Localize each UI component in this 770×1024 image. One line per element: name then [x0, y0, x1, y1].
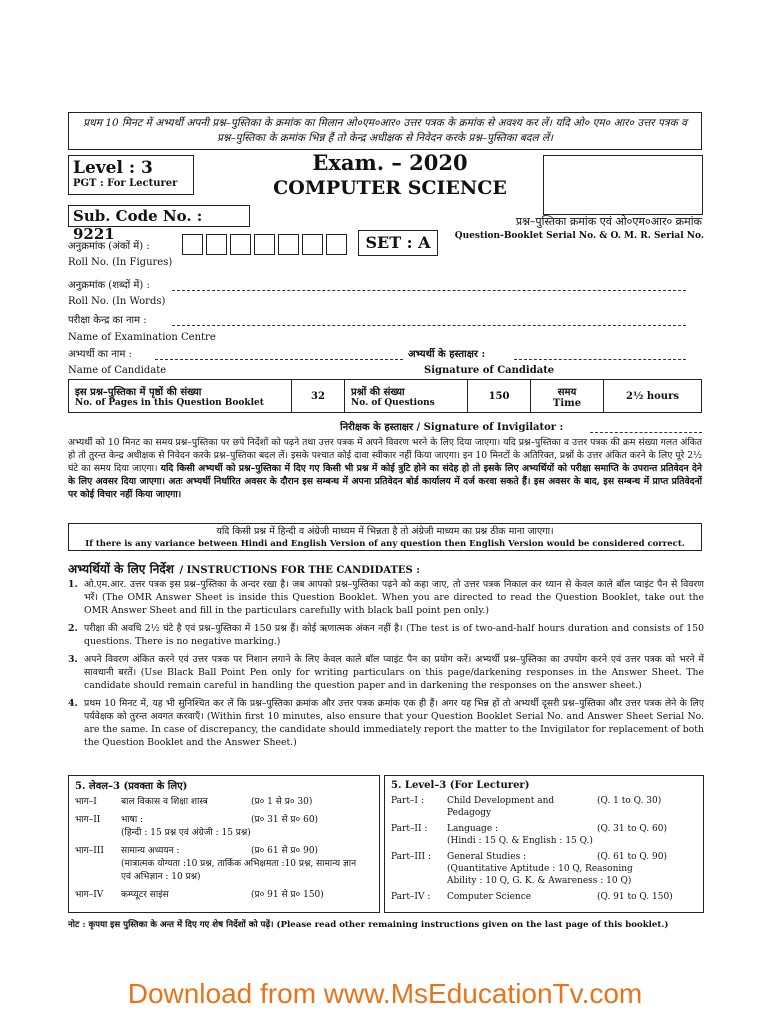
part-label: Part–III :	[391, 852, 431, 862]
top-notice-text: प्रथम 10 मिनट में अभ्यर्थी अपनी प्रश्न–पुस्तिका के क्रमांक का मिलान ओ०एम०आर० उत्तर पत्रक के क्रमांक से अवश्य कर लें। यदि ओ० एम० आर० उत्तर पत्रक व प्रश्न–पुस्तिका के क्रमांक भिन्न हैं तो केन्द्र अधीक्षक से निवेदन करके प्रश्न–पुस्तिका बदल लें।	[83, 117, 687, 144]
part-label: Part–IV :	[391, 892, 431, 902]
instruction-number: 1.	[68, 579, 78, 590]
cand-name-line[interactable]	[155, 349, 403, 360]
serial-box	[543, 155, 703, 215]
roll-fig-hindi: अनुक्रमांक (अंकों में) :	[68, 241, 150, 252]
para1-text: अभ्यर्थी को 10 मिनट का समय प्रश्न–पुस्तिका पर छपे निर्देशों को पढ़ने तथा उत्तर पत्रक में अपने विवरण भरने के लिए दिया जाएगा। यदि प्रश्न–पुस्तिका व उत्तर पत्रक की क्रम संख्या गलत अंकित हो तो तुरन्त केन्द्र अधीक्षक से निवेदन करके प्रश्न–पुस्तिका बदल लें। इसके पश्चात कोई दावा स्वीकार नहीं किया जाएगा। इन 10 मिनटों के अतिरिक्त, प्रश्नों के उत्तर अंकित करने के लिए पूरे 2½ घंटे का समय दिया जाएगा।	[68, 437, 702, 474]
instruction-item	[68, 653, 704, 692]
part-name: General Studies :	[447, 852, 527, 862]
part-range: (Q. 61 to Q. 90)	[597, 852, 667, 862]
questions-value: 150	[468, 380, 531, 413]
part-name: बाल विकास व शिक्षा शास्त्र	[121, 797, 208, 807]
roll-digit-box[interactable]	[278, 234, 299, 255]
general-instructions	[68, 436, 702, 501]
part-label: भाग–III	[75, 846, 104, 856]
part-label: Part–I :	[391, 796, 424, 806]
top-notice	[68, 112, 702, 150]
time-eng: Time	[552, 397, 582, 409]
note: नोट : कृपया इस पुस्तिका के अन्त में दिए गए शेष निर्देशों को पढ़ें। (Please read other remaining instructions given on the last page of this booklet.)	[68, 920, 669, 930]
part-label	[391, 835, 447, 847]
part-name: Language :	[447, 824, 499, 834]
instruction-item	[68, 697, 704, 749]
level-box	[68, 155, 194, 195]
roll-fig-eng: Roll No. (In Figures)	[68, 257, 173, 268]
level-eng-row	[391, 891, 697, 903]
set-box	[358, 230, 438, 256]
level-hindi-row	[75, 796, 373, 809]
roll-digit-box[interactable]	[230, 234, 251, 255]
part-range: (Q. 1 to Q. 30)	[597, 796, 662, 806]
part-range: (Q. 31 to Q. 60)	[597, 824, 667, 834]
level-hindi-row	[75, 814, 373, 827]
instruction-number: 2.	[68, 623, 78, 634]
part-label: भाग–II	[75, 815, 101, 825]
download-watermark[interactable]: Download from www.MsEducationTv.com	[127, 978, 643, 1009]
instruction-text: अपने विवरण अंकित करने एवं उत्तर पत्रक पर निशान लगाने के लिए केवल काले बॉल प्वाइंट पैन का प्रयोग करें। अभ्यर्थी प्रश्न–पुस्तिका का उपयोग करने एवं उत्तर पत्रक को भरने में सावधानी बरतें। (Use Black Ball Point Pen only for writing particulars on this page/darkening responses in the Answer Sheet. The candidate should remain careful in handling the question paper and in darkening the responses on the answer sheet.)	[84, 654, 704, 691]
variance-box	[68, 523, 702, 551]
cand-sign-hindi: अभ्यर्थी के हस्ताक्षर :	[408, 349, 486, 360]
instruction-number: 4.	[68, 698, 78, 709]
instructions-title-hindi: अभ्यर्थियों के लिए निर्देश	[68, 562, 174, 576]
roll-digit-box[interactable]	[182, 234, 203, 255]
part-name: सामान्य अध्ययन :	[121, 846, 180, 856]
part-name: कम्प्यूटर साइंस	[121, 890, 169, 900]
level-hindi-row	[75, 858, 373, 884]
part-range: (प्र० 91 से प्र० 150)	[251, 890, 324, 900]
part-label	[75, 827, 121, 840]
centre-line[interactable]	[172, 315, 686, 326]
instruction-text: परीक्षा की अवधि 2½ घंटे है एवं प्रश्न–पुस्तिका में 150 प्रश्न हैं। कोई ऋणात्मक अंकन नहीं है। (The test is of two-and-half hours duration and consists of 150 questions. There is no negative marking.)	[84, 623, 704, 647]
part-label: Part–II :	[391, 824, 428, 834]
roll-digit-box[interactable]	[206, 234, 227, 255]
part-name: (Quantitative Aptitude : 10 Q, Reasoning Ability : 10 Q, G. K. & Awareness : 10 Q)	[447, 864, 633, 886]
info-table	[68, 379, 702, 413]
level-eng-row	[391, 795, 697, 819]
pages-hindi: इस प्रश्न–पुस्तिका में पृष्ठों की संख्या	[75, 387, 202, 398]
time-cell	[531, 380, 604, 413]
part-range: (Q. 91 to Q. 150)	[597, 892, 673, 902]
cand-sign-line[interactable]	[514, 349, 686, 360]
questions-cell	[345, 380, 468, 413]
level-eng-row	[391, 863, 697, 887]
cand-hindi: अभ्यर्थी का नाम :	[68, 349, 132, 360]
part-name: Child Development and Pedagogy	[447, 796, 555, 818]
level-eng-row	[391, 851, 697, 863]
serial-eng: Question-Booklet Serial No. & O. M. R. Serial No.	[454, 231, 704, 241]
level-hindi-row	[75, 827, 373, 840]
part-name: (मात्रात्मक योग्यता :10 प्रश्न, तार्किक अभिक्षमता :10 प्रश्न, सामान्य ज्ञान एवं अभिज्ञान : 10 प्रश्न)	[121, 859, 357, 882]
part-range: (प्र० 1 से प्र० 30)	[251, 797, 313, 807]
exam-title: Exam. – 2020	[312, 150, 468, 175]
part-name: भाषा :	[121, 815, 144, 825]
subject-title: COMPUTER SCIENCE	[273, 177, 507, 199]
part-label	[391, 863, 447, 887]
level-label: Level : 3	[73, 158, 153, 178]
instruction-text: ओ.एम.आर. उत्तर पत्रक इस प्रश्न–पुस्तिका के अन्दर रखा है। जब आपको प्रश्न–पुस्तिका पढ़ने को कहा जाए, तो उत्तर पत्रक निकाल कर ध्यान से केवल काले बॉल प्वाइंट पैन से विवरण भरें। (The OMR Answer Sheet is inside this Question Booklet. When you are directed to read the Question Booklet, take out the OMR Answer Sheet and fill in the particulars carefully with black ball point pen only.)	[84, 579, 704, 616]
roll-words-hindi: अनुक्रमांक (शब्दों में) :	[68, 280, 150, 291]
level-eng-box	[384, 775, 704, 913]
cand-sign-eng: Signature of Candidate	[424, 365, 555, 376]
level-eng-row	[391, 835, 697, 847]
roll-digit-box[interactable]	[326, 234, 347, 255]
part-label	[75, 858, 121, 884]
time-value: 2½ hours	[604, 380, 702, 413]
part-range: (प्र० 31 से प्र० 60)	[251, 815, 319, 825]
centre-hindi: परीक्षा केन्द्र का नाम :	[68, 315, 147, 326]
part-name: Computer Science	[447, 892, 532, 902]
part-label: भाग–I	[75, 797, 97, 807]
pages-cell	[69, 380, 292, 413]
level-eng-title: 5. Level–3 (For Lecturer)	[391, 780, 530, 791]
part-range: (प्र० 61 से प्र० 90)	[251, 846, 319, 856]
part-name: (हिन्दी : 15 प्रश्न एवं अंग्रेजी : 15 प्रश्न)	[121, 828, 251, 838]
roll-digit-box[interactable]	[302, 234, 323, 255]
questions-hindi: प्रश्नों की संख्या	[351, 387, 405, 398]
instructions-list	[68, 578, 704, 754]
invigilator-label: निरीक्षक के हस्ताक्षर / Signature of Invigilator :	[340, 422, 564, 433]
instruction-text: प्रथम 10 मिनट में, यह भी सुनिश्चित कर लें कि प्रश्न–पुस्तिका क्रमांक और उत्तर पत्रक क्रमांक एक ही हैं। अगर यह भिन्न हों तो अभ्यर्थी दूसरी प्रश्न–पुस्तिका और उत्तर पत्रक लेने के लिए पर्यवेक्षक को तुरन्त अवगत करवाएँ। (Within first 10 minutes, also ensure that your Question Booklet Serial No. and Answer Sheet Serial No. are the same. In case of discrepancy, the candidate should immediately report the matter to the Invigilator for replacement of both the Question Booklet and the Answer Sheet.)	[84, 698, 704, 748]
centre-eng: Name of Examination Centre	[68, 332, 216, 343]
variance-hindi: यदि किसी प्रश्न में हिन्दी व अंग्रेजी माध्यम में भिन्नता है तो अंग्रेजी माध्यम का प्रश्न ठीक माना जाएगा।	[216, 526, 554, 537]
invigilator-line[interactable]	[590, 422, 702, 433]
para1-bold: यदि किसी अभ्यर्थी को प्रश्न–पुस्तिका में दिए गए किसी भी प्रश्न में कोई त्रुटि होने का संदेह हो तो इसके लिए अभ्यर्थियों को परीक्षा समाप्ति के उपरान्त प्रतिवेदन देने के लिए अवसर दिया जाएगा। अतः अभ्यर्थी निर्धारित अवसर के दौरान इस सम्बन्ध में अपना प्रतिवेदन बोर्ड कार्यालय में दर्ज करवा सकते हैं। इस अवसर के बाद, इस सम्बन्ध में प्राप्त प्रतिवेदनों पर कोई विचार नहीं किया जाएगा।	[68, 463, 702, 500]
level-eng-row	[391, 823, 697, 835]
roll-words-line[interactable]	[172, 280, 686, 291]
level-hindi-box	[68, 775, 380, 913]
serial-hindi: प्रश्न–पुस्तिका क्रमांक एवं ओ०एम०आर० क्रमांक	[515, 215, 702, 228]
level-hindi-title: 5. लेवल–3 (प्रवक्ता के लिए)	[75, 781, 188, 792]
instruction-number: 3.	[68, 654, 78, 665]
level-hindi-row	[75, 845, 373, 858]
sub-code-box	[68, 205, 250, 243]
roll-boxes[interactable]	[182, 234, 350, 255]
cand-eng: Name of Candidate	[68, 365, 167, 376]
time-hindi: समय	[557, 386, 577, 398]
sub-code: Sub. Code No. : 9221	[73, 207, 203, 243]
questions-eng: No. of Questions	[351, 398, 435, 408]
part-label: भाग–IV	[75, 890, 104, 900]
pgt-label: PGT : For Lecturer	[73, 178, 178, 189]
instruction-item	[68, 578, 704, 617]
part-name: (Hindi : 15 Q. & English : 15 Q.)	[447, 836, 593, 846]
level-hindi-row	[75, 889, 373, 902]
pages-value: 32	[292, 380, 345, 413]
set-label: SET : A	[365, 233, 431, 252]
instructions-title	[68, 558, 420, 577]
roll-digit-box[interactable]	[254, 234, 275, 255]
roll-words-eng: Roll No. (In Words)	[68, 296, 166, 307]
variance-eng: If there is any variance between Hindi and English Version of any question then English Version would be considered correct.	[85, 539, 685, 549]
instruction-item	[68, 622, 704, 648]
pages-eng: No. of Pages in this Question Booklet	[75, 398, 264, 408]
instructions-title-eng: / INSTRUCTIONS FOR THE CANDIDATES :	[179, 565, 420, 576]
